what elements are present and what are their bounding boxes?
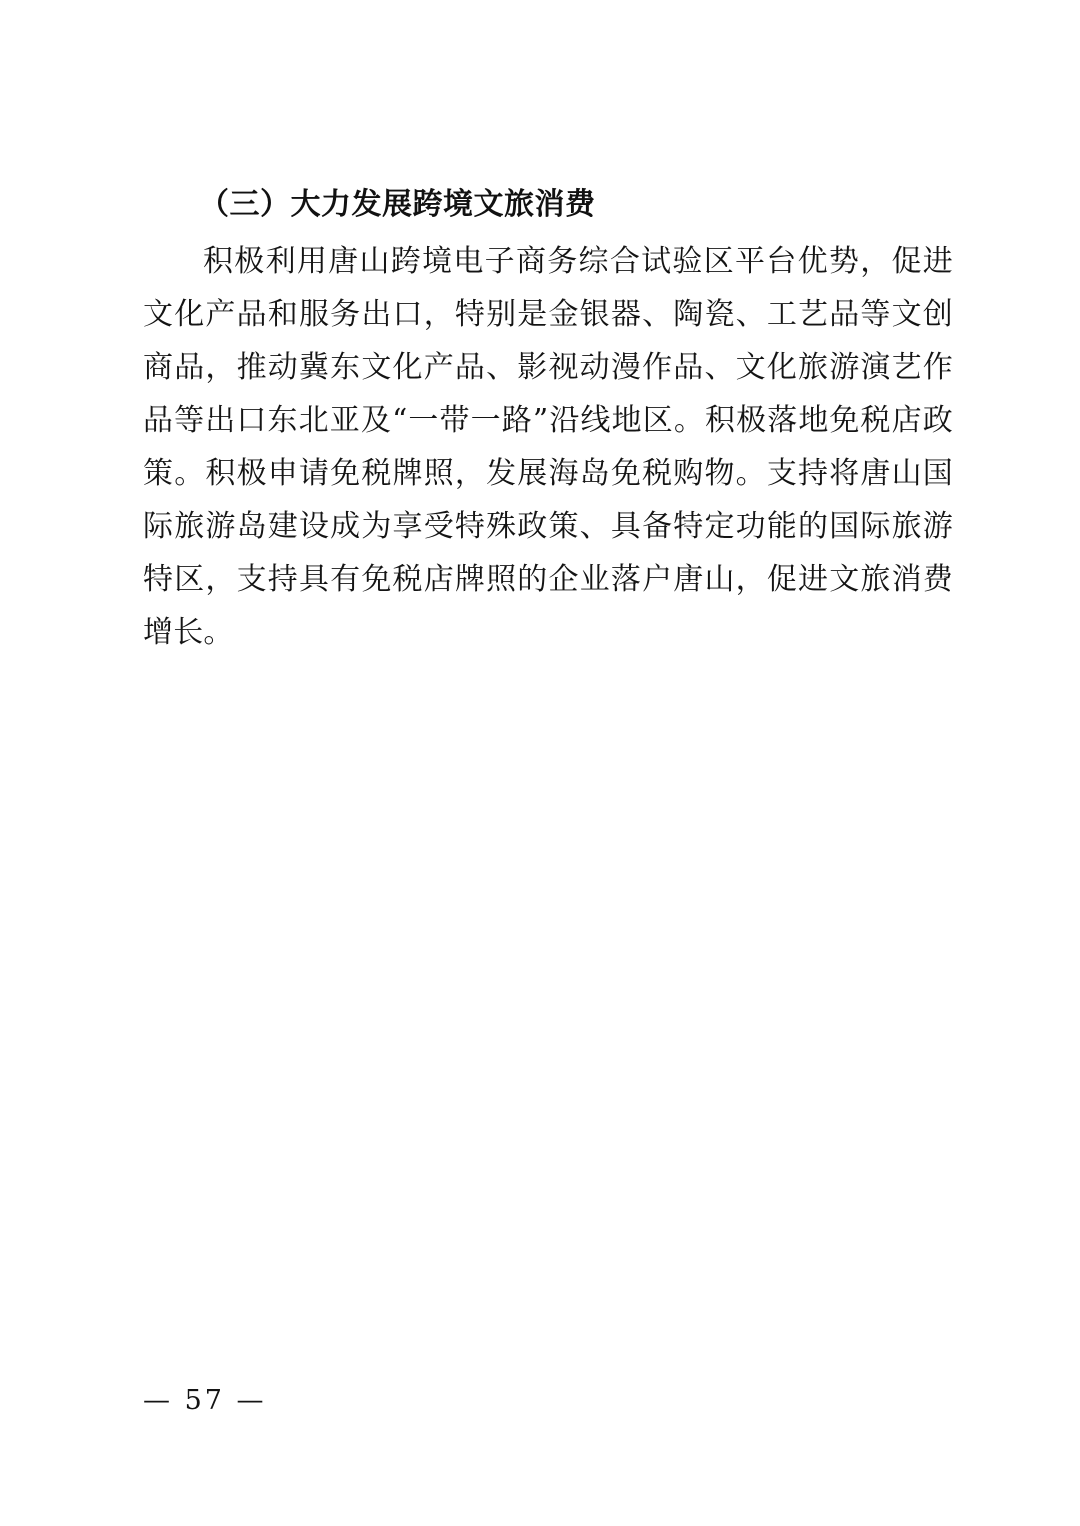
section-heading: （三）大力发展跨境文旅消费 — [199, 187, 596, 222]
body-paragraph: 积极利用唐山跨境电子商务综合试验区平台优势，促进文化产品和服务出口，特别是金银器、陶瓷、工艺品等文创商品，推动冀东文化产品、影视动漫作品、文化旅游演艺作品等出口东北亚及“一带一路”沿线地区。积极落地免税店政策。积极申请免税牌照，发展海岛免税购物。支持将唐山国际旅游岛建设成为享受特殊政策、具备特定功能的国际旅游特区，支持具有免税店牌照的企业落户唐山，促进文旅消费增长。 — [143, 244, 953, 650]
page-number: — 57 — — [143, 1385, 267, 1416]
page-content — [143, 182, 953, 659]
